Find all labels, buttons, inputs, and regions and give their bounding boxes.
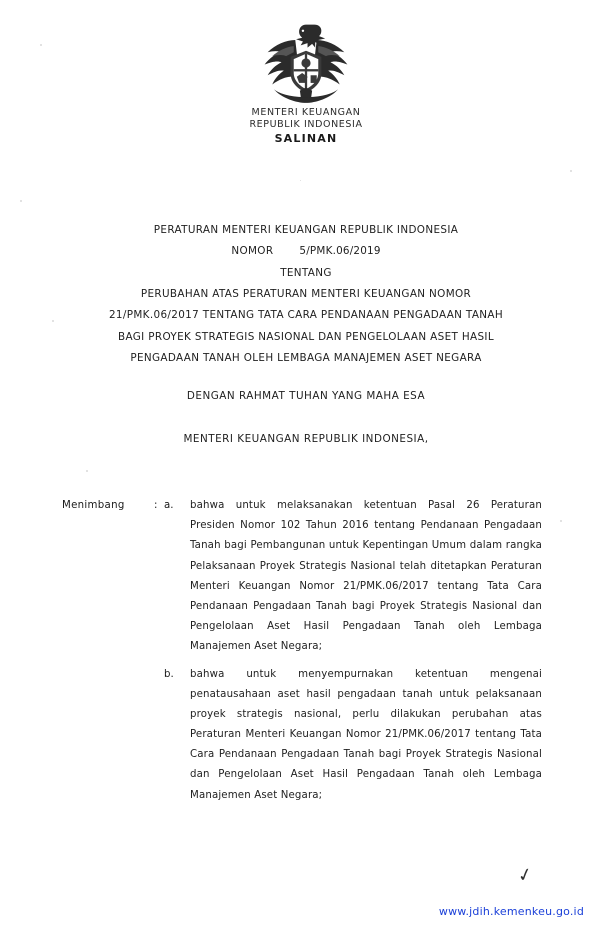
considering-item-b	[62, 665, 542, 806]
subject-line-3: BAGI PROYEK STRATEGIS NASIONAL DAN PENGELOLAAN ASET HASIL	[118, 330, 494, 343]
regulation-title: PERATURAN MENTERI KEUANGAN REPUBLIK INDONESIA	[153, 224, 459, 236]
blessing-block	[56, 390, 556, 402]
jdih-url[interactable]: www.jdih.kemenkeu.go.id	[438, 905, 584, 918]
initial-mark: ✓	[515, 863, 536, 888]
tentang-label: TENTANG	[280, 266, 332, 279]
nomor-label: NOMOR	[231, 245, 274, 258]
copy-mark: SALINAN	[274, 132, 338, 146]
subject-line-4: PENGADAAN TANAH OLEH LEMBAGA MANAJEMEN ASET NEGARA	[130, 351, 482, 364]
signatory-title: MENTERI KEUANGAN REPUBLIK INDONESIA,	[183, 433, 429, 445]
subject-line-1: PERUBAHAN ATAS PERATURAN MENTERI KEUANGAN NOMOR	[140, 287, 472, 300]
blessing-text: DENGAN RAHMAT TUHAN YANG MAHA ESA	[186, 390, 426, 402]
garuda-pancasila-emblem	[260, 20, 352, 106]
regulation-number-row	[56, 241, 556, 262]
ministry-name-line2: REPUBLIK INDONESIA	[249, 118, 363, 130]
considering-section	[62, 496, 542, 806]
document-title-block	[56, 220, 556, 369]
considering-item-a	[62, 496, 542, 658]
nomor-value: 5/PMK.06/2019	[299, 245, 381, 258]
considering-colon: :	[154, 500, 158, 511]
scan-speck	[86, 470, 88, 472]
emblem-container	[0, 20, 612, 110]
considering-text-b: bahwa untuk menyempurnakan ketentuan mengenai penatausahaan aset hasil pengadaan tanah untuk pelaksanaan proyek strategis nasional, perlu dilakukan perubahan atas Peraturan Menteri Keuangan Nomor 21/PMK.06/2017 tentang Tata Cara Pendanaan Pengadaan Tanah bagi Proyek Strategis Nasional dan Pengelolaan Aset Hasil Pengadaan Tanah oleh Lembaga Manajemen Aset Negara;	[190, 668, 542, 801]
considering-text-a: bahwa untuk melaksanakan ketentuan Pasal 26 Peraturan Presiden Nomor 102 Tahun 2016 tentang Pendanaan Pengadaan Tanah bagi Pembangunan untuk Kepentingan Umum dalam rangka Pelaksanaan Proyek Strategis Nasional telah ditetapkan Peraturan Menteri Keuangan Nomor 21/PMK.06/2017 tentang Tata Cara Pendanaan Pengadaan Tanah bagi Proyek Strategis Nasional dan Pengelolaan Aset Hasil Pengadaan Tanah oleh Lembaga Manajemen Aset Negara;	[190, 500, 542, 653]
considering-label: Menimbang	[62, 500, 125, 511]
ministry-header	[0, 107, 612, 146]
scan-speck	[570, 170, 572, 172]
considering-marker-b: b.	[164, 668, 174, 680]
scan-speck	[560, 520, 562, 522]
scan-speck	[52, 320, 54, 322]
subject-line-2: 21/PMK.06/2017 TENTANG TATA CARA PENDANAAN PENGADAAN TANAH	[108, 309, 504, 322]
scan-speck	[40, 44, 42, 46]
considering-marker-a: a.	[164, 500, 174, 511]
scan-speck	[300, 180, 301, 181]
ministry-name-line1: MENTERI KEUANGAN	[251, 107, 361, 118]
scan-speck	[20, 200, 22, 202]
